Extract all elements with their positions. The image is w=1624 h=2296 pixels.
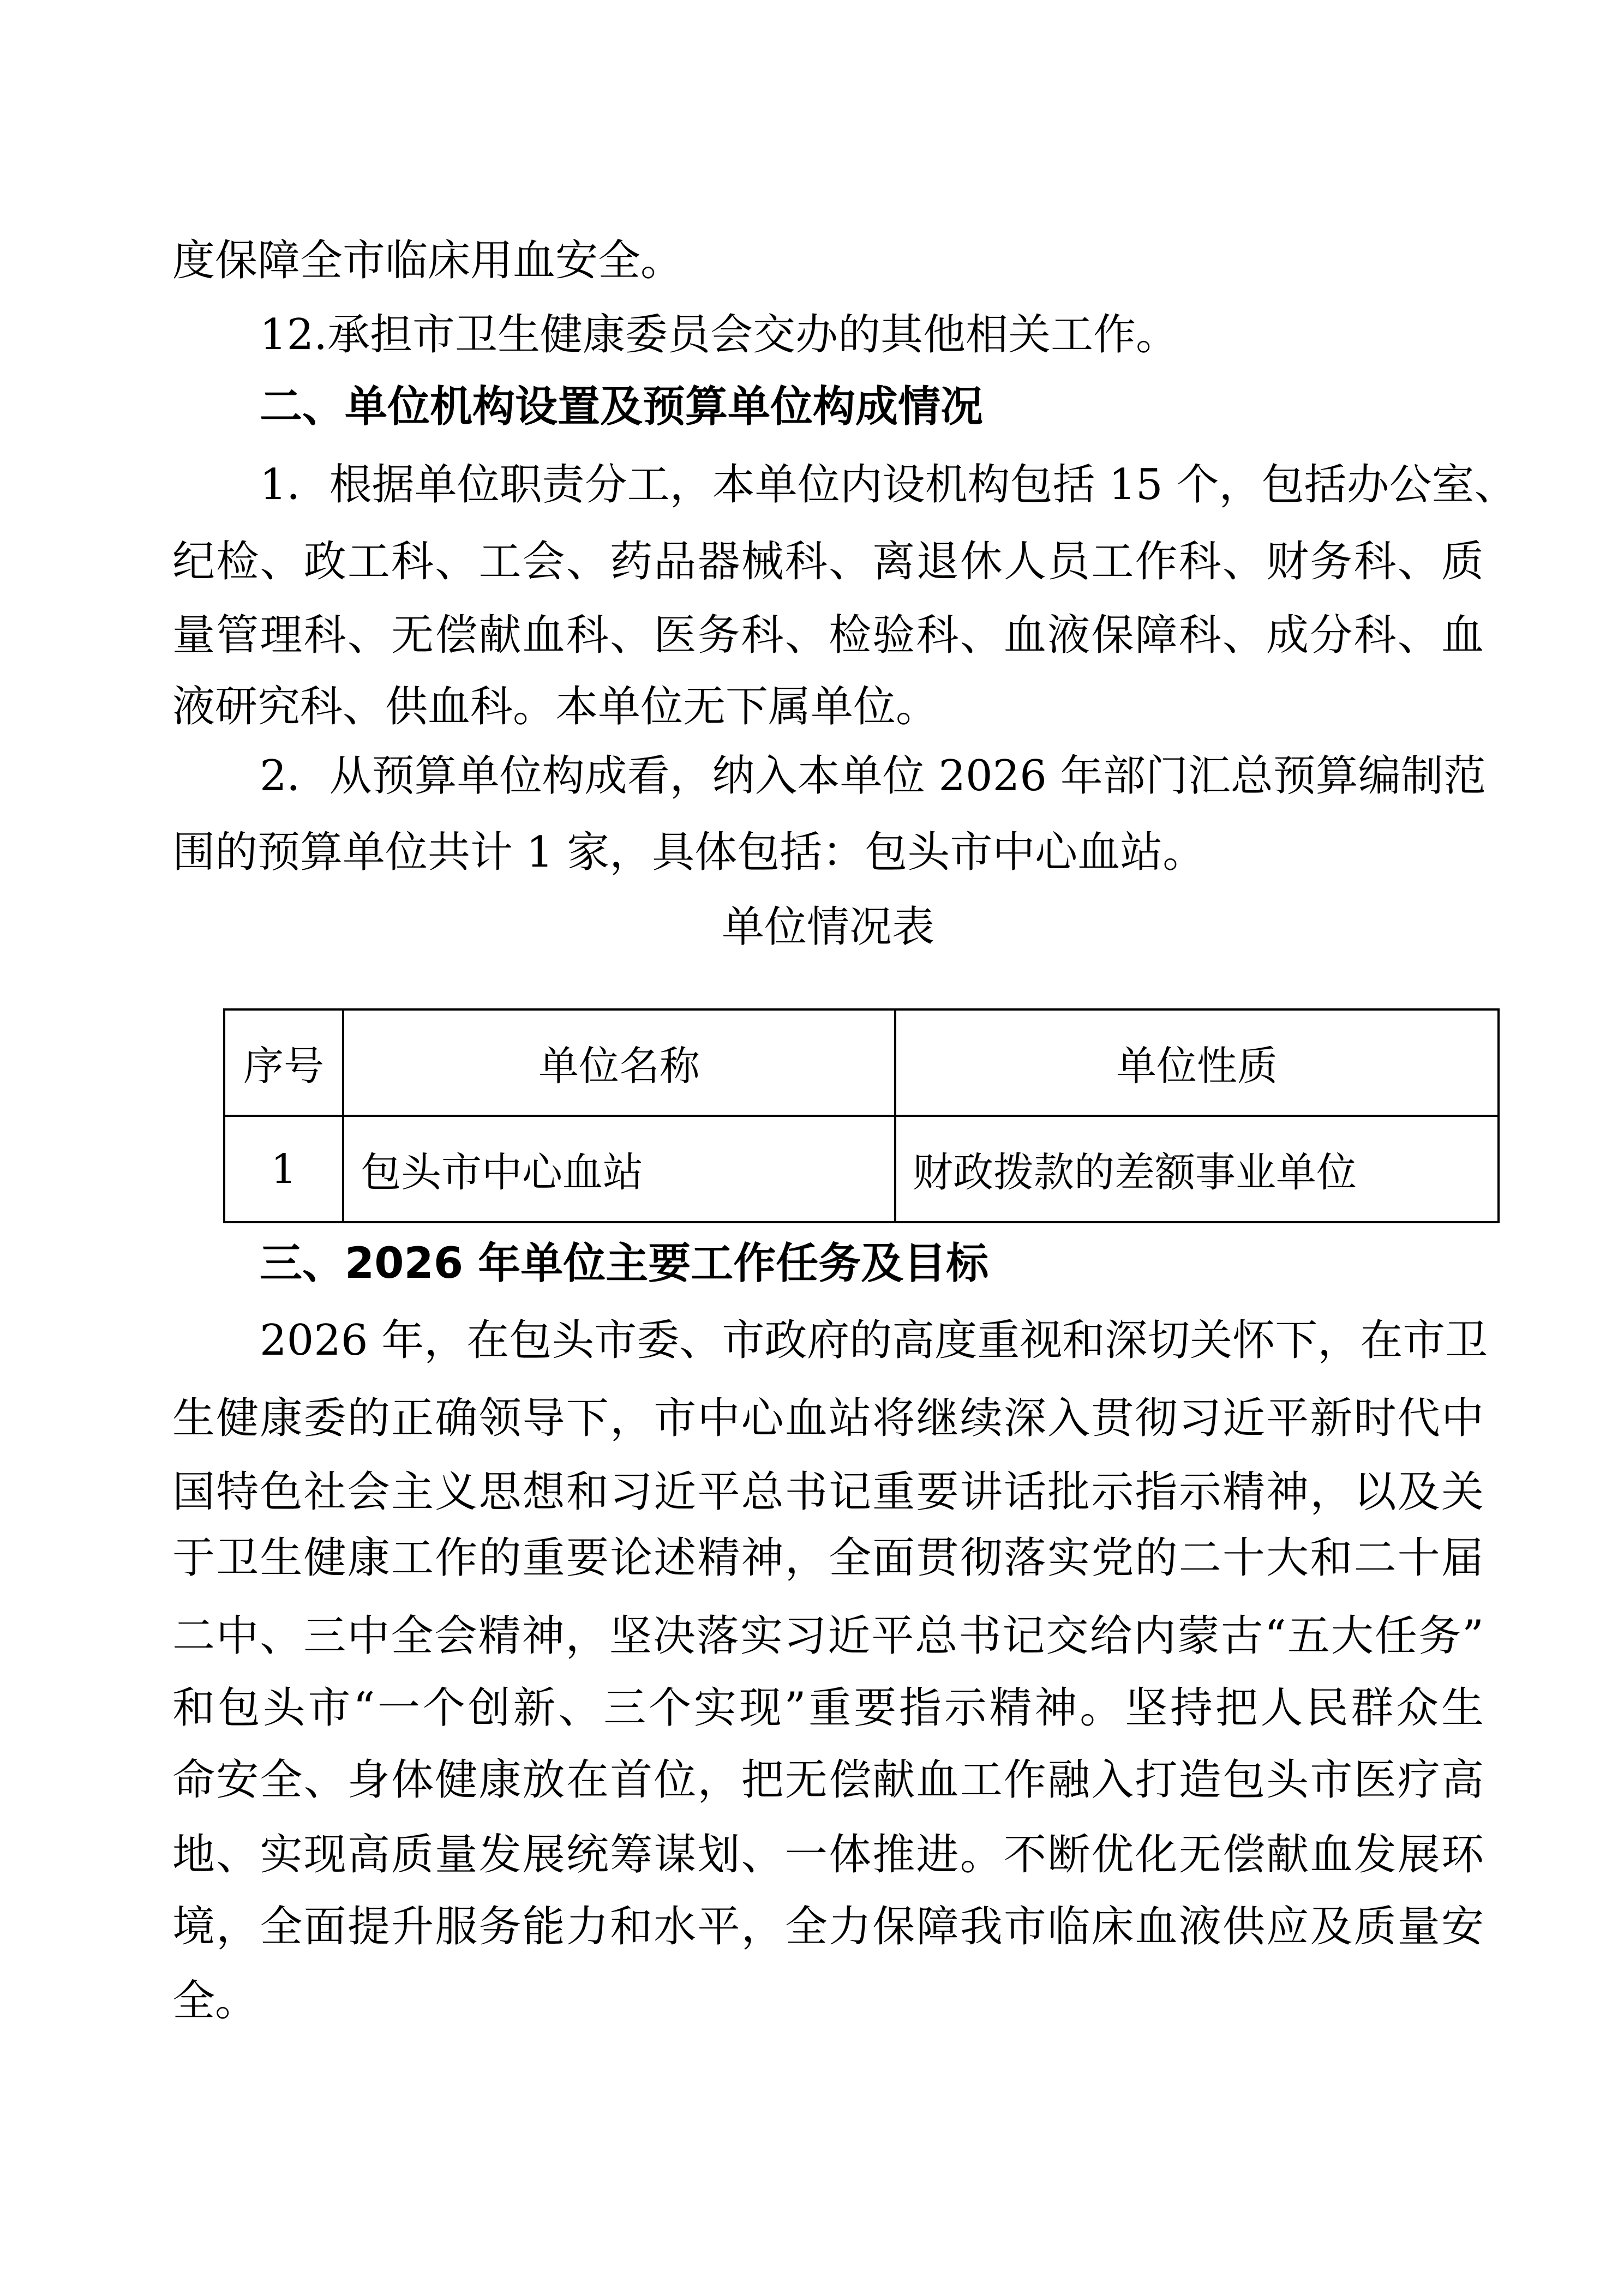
paragraph-line: 液研究科、供血科。本单位无下属单位。 [172, 682, 939, 731]
paragraph-line: 二中、三中全会精神，坚决落实习近平总书记交给内蒙古“五大任务” [172, 1612, 1484, 1661]
paragraph-line: 于卫生健康工作的重要论述精神，全面贯彻落实党的二十大和二十届 [172, 1534, 1484, 1583]
column-header-seq: 序号 [224, 1009, 343, 1116]
list-item-12: 12.承担市卫生健康委员会交办的其他相关工作。 [260, 310, 1179, 359]
unit-info-table [223, 1008, 1500, 1223]
column-header-unit-nature: 单位性质 [895, 1009, 1499, 1116]
table-row [224, 1116, 1499, 1222]
section-heading-3: 三、2026 年单位主要工作任务及目标 [260, 1239, 989, 1288]
paragraph-line: 量管理科、无偿献血科、医务科、检验科、血液保障科、成分科、血 [172, 611, 1484, 660]
paragraph-line: 国特色社会主义思想和习近平总书记重要讲话批示指示精神，以及关 [172, 1468, 1484, 1517]
paragraph-line: 和包头市“一个创新、三个实现”重要指示精神。坚持把人民群众生 [172, 1684, 1484, 1733]
paragraph-line: 围的预算单位共计 1 家，具体包括：包头市中心血站。 [172, 828, 1206, 877]
table-title: 单位情况表 [721, 903, 934, 952]
table-header-row [224, 1009, 1499, 1116]
paragraph-line: 全。 [172, 1976, 258, 2025]
section-heading-2: 二、单位机构设置及预算单位构成情况 [260, 382, 984, 431]
paragraph-line: 1．根据单位职责分工，本单位内设机构包括 15 个，包括办公室、 [260, 460, 1517, 509]
paragraph-line: 地、实现高质量发展统筹谋划、一体推进。不断优化无偿献血发展环 [172, 1830, 1484, 1879]
paragraph-line: 纪检、政工科、工会、药品器械科、离退休人员工作科、财务科、质 [172, 537, 1484, 586]
cell-unit-name: 包头市中心血站 [343, 1116, 895, 1222]
paragraph-line: 生健康委的正确领导下，市中心血站将继续深入贯彻习近平新时代中 [172, 1394, 1484, 1443]
cell-seq: 1 [224, 1116, 343, 1222]
column-header-unit-name: 单位名称 [343, 1009, 895, 1116]
paragraph-line: 2．从预算单位构成看，纳入本单位 2026 年部门汇总预算编制范 [260, 752, 1486, 801]
paragraph-line: 命安全、身体健康放在首位，把无偿献血工作融入打造包头市医疗高 [172, 1756, 1484, 1805]
cell-unit-nature: 财政拨款的差额事业单位 [895, 1116, 1499, 1222]
paragraph-line: 境，全面提升服务能力和水平，全力保障我市临床血液供应及质量安 [172, 1902, 1484, 1951]
paragraph-line: 2026 年，在包头市委、市政府的高度重视和深切关怀下，在市卫 [260, 1316, 1488, 1365]
paragraph-continuation: 度保障全市临床用血安全。 [172, 236, 684, 285]
